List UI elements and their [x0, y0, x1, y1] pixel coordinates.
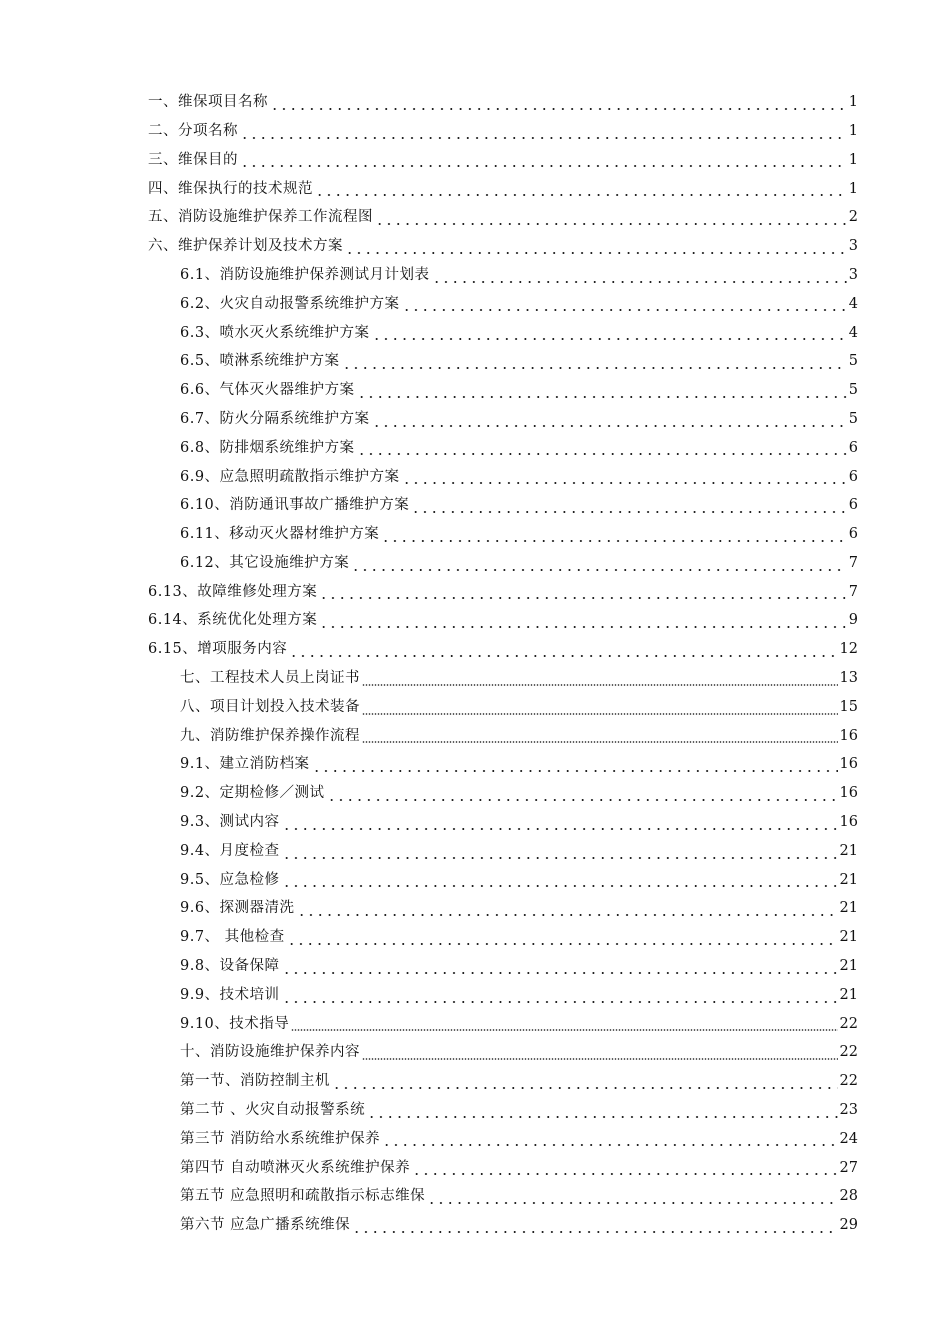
toc-entry-page-number: 6 — [848, 468, 858, 485]
toc-entry-page-number: 6 — [848, 497, 858, 514]
dot-leader — [240, 152, 847, 168]
toc-entry-title: 6.11、移动灭火器材维护方案 — [180, 526, 380, 543]
toc-entry[interactable] — [0, 578, 950, 607]
toc-entry-title: 第五节 应急照明和疏散指示标志维保 — [180, 1188, 426, 1205]
toc-entry-page-number: 1 — [848, 151, 858, 168]
toc-entry-page-number: 4 — [848, 324, 858, 341]
toc-entry-page-number: 22 — [839, 1044, 858, 1061]
dot-leader — [362, 671, 838, 687]
toc-entry-title: 9.9、技术培训 — [180, 986, 280, 1003]
toc-entry-title: 9.6、探测器清洗 — [180, 900, 295, 917]
toc-entry[interactable] — [0, 1067, 950, 1096]
dot-leader — [362, 728, 838, 744]
toc-entry[interactable] — [0, 779, 950, 808]
toc-entry-page-number: 21 — [839, 986, 858, 1003]
toc-entry-page-number: 21 — [839, 900, 858, 917]
toc-entry-page-number: 16 — [839, 756, 858, 773]
dot-leader — [282, 844, 838, 860]
toc-entry-title: 6.8、防排烟系统维护方案 — [180, 439, 355, 456]
dot-leader — [432, 268, 847, 284]
dot-leader — [351, 556, 846, 572]
toc-entry-title: 九、消防维护保养操作流程 — [180, 727, 360, 744]
dot-leader — [342, 354, 847, 370]
toc-entry-page-number: 27 — [839, 1159, 858, 1176]
toc-entry[interactable] — [0, 1182, 950, 1211]
dot-leader — [345, 239, 847, 255]
toc-entry[interactable] — [0, 664, 950, 693]
toc-entry[interactable] — [0, 981, 950, 1010]
toc-entry-page-number: 21 — [839, 929, 858, 946]
toc-entry-title: 六、维护保养计划及技术方案 — [148, 238, 343, 255]
toc-entry[interactable] — [0, 549, 950, 578]
toc-entry[interactable] — [0, 808, 950, 837]
toc-entry[interactable] — [0, 462, 950, 491]
toc-entry-title: 9.7、 其他检查 — [180, 929, 285, 946]
toc-entry[interactable] — [0, 203, 950, 232]
toc-entry-page-number: 16 — [839, 785, 858, 802]
toc-entry[interactable] — [0, 261, 950, 290]
dot-leader — [382, 1131, 837, 1147]
toc-entry-title: 6.5、喷淋系统维护方案 — [180, 353, 340, 370]
toc-entry-title: 第四节 自动喷淋灭火系统维护保养 — [180, 1159, 411, 1176]
toc-entry[interactable] — [0, 635, 950, 664]
toc-entry-page-number: 21 — [839, 842, 858, 859]
dot-leader — [319, 584, 846, 600]
dot-leader — [282, 959, 838, 975]
dot-leader — [402, 296, 847, 312]
toc-entry[interactable] — [0, 606, 950, 635]
dot-leader — [372, 412, 847, 428]
dot-leader — [332, 1074, 838, 1090]
toc-entry[interactable] — [0, 174, 950, 203]
table-of-contents — [0, 88, 950, 1240]
dot-leader — [427, 1189, 837, 1205]
toc-entry-title: 9.4、月度检查 — [180, 842, 280, 859]
dot-leader — [327, 786, 838, 802]
toc-entry-page-number: 3 — [848, 238, 858, 255]
toc-entry-title: 四、维保执行的技术规范 — [148, 180, 313, 197]
toc-entry-title: 二、分项名称 — [148, 122, 238, 139]
toc-entry-page-number: 5 — [848, 410, 858, 427]
toc-entry-page-number: 1 — [848, 122, 858, 139]
toc-entry-page-number: 5 — [848, 382, 858, 399]
toc-entry-page-number: 16 — [839, 727, 858, 744]
toc-entry[interactable] — [0, 1153, 950, 1182]
toc-entry-page-number: 6 — [848, 439, 858, 456]
toc-entry-title: 6.9、应急照明疏散指示维护方案 — [180, 468, 400, 485]
toc-entry-title: 9.5、应急检修 — [180, 871, 280, 888]
dot-leader — [240, 124, 847, 140]
toc-entry[interactable] — [0, 1010, 950, 1039]
toc-entry[interactable] — [0, 722, 950, 751]
toc-entry[interactable] — [0, 1038, 950, 1067]
toc-entry-title: 9.10、技术指导 — [180, 1015, 290, 1032]
toc-entry-title: 6.7、防火分隔系统维护方案 — [180, 410, 370, 427]
toc-entry[interactable] — [0, 520, 950, 549]
toc-entry[interactable] — [0, 693, 950, 722]
toc-entry-title: 9.2、定期检修／测试 — [180, 785, 325, 802]
toc-entry-title: 6.12、其它设施维护方案 — [180, 554, 350, 571]
toc-entry-page-number: 2 — [848, 209, 858, 226]
toc-entry[interactable] — [0, 347, 950, 376]
dot-leader — [319, 613, 846, 629]
toc-entry[interactable] — [0, 1125, 950, 1154]
toc-entry-title: 第六节 应急广播系统维保 — [180, 1217, 351, 1234]
toc-entry[interactable] — [0, 952, 950, 981]
dot-leader — [315, 181, 847, 197]
toc-entry-title: 9.8、设备保障 — [180, 958, 280, 975]
toc-entry-title: 9.3、测试内容 — [180, 814, 280, 831]
toc-entry[interactable] — [0, 491, 950, 520]
dot-leader — [282, 872, 838, 888]
toc-entry-page-number: 9 — [848, 612, 858, 629]
toc-entry-title: 6.3、喷水灭火系统维护方案 — [180, 324, 370, 341]
toc-entry-page-number: 22 — [839, 1015, 858, 1032]
toc-entry-page-number: 22 — [839, 1073, 858, 1090]
toc-entry-title: 第三节 消防给水系统维护保养 — [180, 1130, 381, 1147]
toc-entry-page-number: 7 — [848, 554, 858, 571]
toc-entry-page-number: 6 — [848, 526, 858, 543]
toc-entry[interactable] — [0, 1096, 950, 1125]
toc-entry-title: 6.6、气体灭火器维护方案 — [180, 382, 355, 399]
toc-entry-page-number: 15 — [839, 698, 858, 715]
dot-leader — [362, 700, 838, 716]
toc-entry-title: 第二节 、火灾自动报警系统 — [180, 1102, 366, 1119]
dot-leader — [362, 1045, 838, 1061]
toc-entry-page-number: 16 — [839, 814, 858, 831]
toc-entry[interactable] — [0, 318, 950, 347]
toc-entry-title: 6.2、火灾自动报警系统维护方案 — [180, 295, 400, 312]
dot-leader — [289, 642, 837, 658]
toc-entry-title: 6.13、故障维修处理方案 — [148, 583, 318, 600]
dot-leader — [270, 95, 847, 111]
toc-entry-page-number: 1 — [848, 94, 858, 111]
toc-entry[interactable] — [0, 923, 950, 952]
toc-entry-title: 9.1、建立消防档案 — [180, 756, 310, 773]
toc-entry-page-number: 21 — [839, 958, 858, 975]
toc-entry-title: 6.1、消防设施维护保养测试月计划表 — [180, 266, 430, 283]
toc-entry-page-number: 24 — [839, 1130, 858, 1147]
dot-leader — [402, 469, 847, 485]
dot-leader — [287, 930, 838, 946]
toc-entry[interactable] — [0, 750, 950, 779]
toc-entry-title: 一、维保项目名称 — [148, 94, 268, 111]
dot-leader — [372, 325, 847, 341]
toc-entry-page-number: 3 — [848, 266, 858, 283]
toc-entry-title: 三、维保目的 — [148, 151, 238, 168]
toc-entry-title: 6.10、消防通讯事故广播维护方案 — [180, 497, 410, 514]
toc-entry[interactable] — [0, 117, 950, 146]
dot-leader — [375, 210, 847, 226]
toc-entry-title: 6.14、系统优化处理方案 — [148, 612, 318, 629]
dot-leader — [297, 901, 838, 917]
dot-leader — [357, 383, 847, 399]
toc-entry-page-number: 21 — [839, 871, 858, 888]
toc-entry-title: 6.15、增项服务内容 — [148, 641, 288, 658]
dot-leader — [352, 1218, 837, 1234]
toc-entry[interactable] — [0, 837, 950, 866]
toc-entry-title: 五、消防设施维护保养工作流程图 — [148, 209, 373, 226]
dot-leader — [282, 988, 838, 1004]
toc-entry-page-number: 4 — [848, 295, 858, 312]
toc-entry-title: 十、消防设施维护保养内容 — [180, 1044, 360, 1061]
dot-leader — [412, 1160, 837, 1176]
toc-entry[interactable] — [0, 146, 950, 175]
toc-entry-page-number: 28 — [839, 1188, 858, 1205]
toc-entry-page-number: 23 — [839, 1102, 858, 1119]
toc-entry[interactable] — [0, 866, 950, 895]
dot-leader — [312, 757, 838, 773]
dot-leader — [357, 440, 847, 456]
toc-entry[interactable] — [0, 88, 950, 117]
toc-entry-page-number: 7 — [848, 583, 858, 600]
toc-entry[interactable] — [0, 290, 950, 319]
toc-entry[interactable] — [0, 434, 950, 463]
toc-entry-page-number: 1 — [848, 180, 858, 197]
toc-entry[interactable] — [0, 1211, 950, 1240]
toc-entry-page-number: 5 — [848, 353, 858, 370]
dot-leader — [367, 1103, 837, 1119]
toc-entry-title: 第一节、消防控制主机 — [180, 1073, 330, 1090]
toc-entry[interactable] — [0, 232, 950, 261]
dot-leader — [411, 498, 846, 514]
dot-leader — [291, 1016, 837, 1032]
toc-entry[interactable] — [0, 405, 950, 434]
toc-entry-page-number: 29 — [839, 1217, 858, 1234]
toc-entry[interactable] — [0, 894, 950, 923]
dot-leader — [282, 815, 838, 831]
toc-entry-title: 七、工程技术人员上岗证书 — [180, 670, 360, 687]
dot-leader — [381, 527, 846, 543]
toc-entry-title: 八、项目计划投入技术装备 — [180, 698, 360, 715]
toc-entry[interactable] — [0, 376, 950, 405]
toc-entry-page-number: 13 — [839, 670, 858, 687]
toc-entry-page-number: 12 — [839, 641, 858, 658]
